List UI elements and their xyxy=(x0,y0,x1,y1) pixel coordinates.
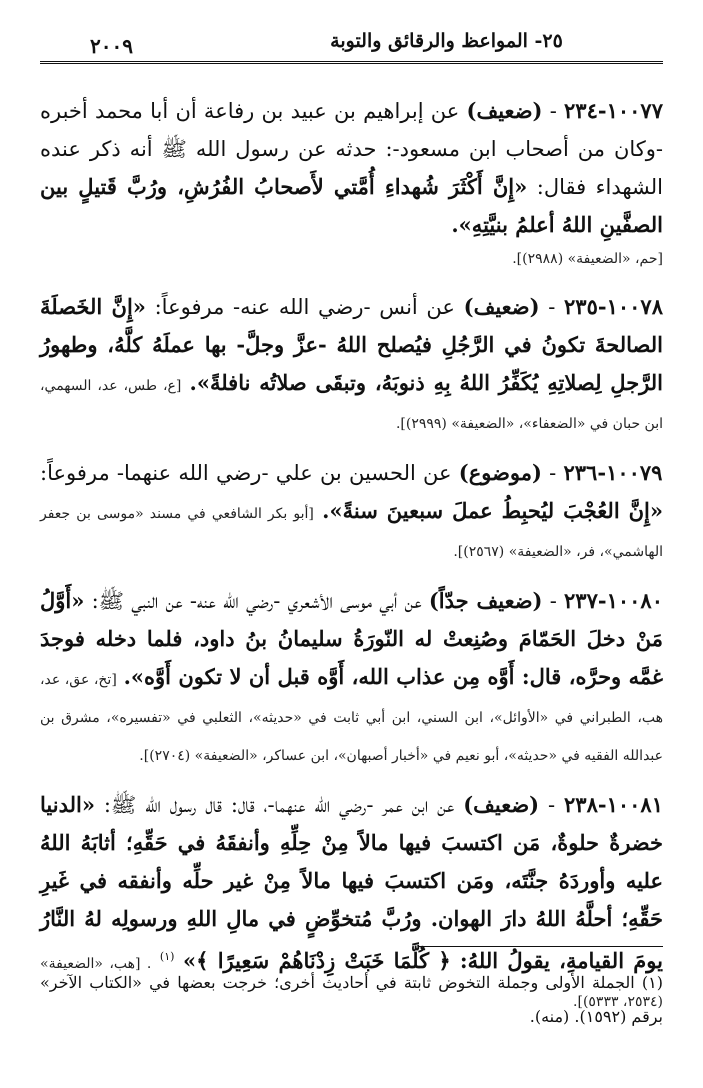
hadith-narration: عن ابن عمر -رضي الله عنهما-، قال: قال رسول الله ﷺ: xyxy=(94,793,455,817)
hadith-quote: «إِنَّ الخَصلَةَ الصالحةَ تكونُ في الرَّجُلِ فيُصلح اللهُ -عزَّ وجلَّ- بها عملَهُ كلَّهُ، وطهورُ الرَّجلِ لِصلاتِهِ يُكَفِّرُ اللهُ بِهِ ذنوبَهُ، وتبقَى صلاتُه نافلةً». xyxy=(40,294,663,395)
footnote: (١) الجملة الأولى وجملة التخوض ثابتة في أحاديث أخرى؛ خرجت بعضها في «الكتاب الآخر» برقم (١٥٩٢). (منه). xyxy=(40,973,663,1026)
hadith-number: ١٠٠٧٨-٢٣٥ xyxy=(564,294,663,319)
hadith-quote: «أَوَّلُ مَنْ دخلَ الحَمّامَ وصُنِعتْ له النّورَةُ سليمانُ بنُ داود، فلما دخله فوجدَ غمَّه وحرَّه، قال: أَوَّه مِن عذاب الله، أَوَّه قبل أن لا تكون أَوَّه». xyxy=(40,588,663,689)
hadith-text: ١٠٠٧٨-٢٣٥ - (ضعيف) عن أنس -رضي الله عنه- مرفوعاً: «إِنَّ الخَصلَةَ الصالحةَ تكونُ في الرَّجُلِ فيُصلح اللهُ -عزَّ وجلَّ- بها عملَهُ كلَّهُ، وطهورُ الرَّجلِ لِصلاتِهِ يُكَفِّرُ اللهُ بِهِ ذنوبَهُ، وتبقَى صلاتُه نافلةً». [ع، طس، عد، السهمي، ابن حبان في «الضعفاء»، «الضعيفة» (٢٩٩٩)]. xyxy=(40,294,663,432)
hadith-narration: عن إبراهيم بن عبيد بن رفاعة أن أبا محمد أخبره -وكان من أصحاب ابن مسعود-: حدثه عن رسول الله ﷺ أنه ذكر عنده الشهداء فقال: xyxy=(40,99,664,199)
hadith-list xyxy=(40,92,663,1032)
page-header xyxy=(40,28,663,62)
hadith-text: ١٠٠٧٧-٢٣٤ - (ضعيف) عن إبراهيم بن عبيد بن رفاعة أن أبا محمد أخبره -وكان من أصحاب ابن مسعود-: حدثه عن رسول الله ﷺ أنه ذكر عنده الشهداء فقال: «إِنَّ أَكْثَرَ شُهداءِ أُمَّتي لأَصحابُ الفُرُشِ، ورُبَّ قَتيلٍ بين الصفَّينِ اللهُ أعلمُ بنيَّتِهِ». xyxy=(40,98,664,237)
hadith-quote: «الدنيا خضرةٌ حلوةٌ، مَن اكتسبَ فيها مالاً مِنْ حِلِّهِ وأنفقَهُ في حَقِّهِ؛ أثابَهُ اللهُ عليه وأوردَهُ جنَّتَه، ومَن اكتسبَ فيها مالاً مِنْ غير حلِّه وأنفقه في غَيرِ حَقِّهِ؛ أحلَّهُ اللهُ دارَ الهوان. ورُبَّ مُتخوِّضٍ في مالِ اللهِ ورسولِه لهُ النَّارُ يومَ القيامةِ، يقولُ اللهُ: ﴿ كُلَّمَا خَبَتْ زِدْنَاهُمْ سَعِيرًا ﴾» xyxy=(40,792,663,973)
hadith-grade: (ضعيف) xyxy=(463,792,540,817)
hadith-reference: . [هب، «الضعيفة» (٢٥٣٤، ٥٣٣٣)]. xyxy=(40,956,663,1010)
hadith-grade: (ضعيف) xyxy=(466,98,543,123)
hadith-reference: [حم، «الضعيفة» (٢٩٨٨)]. xyxy=(512,251,663,267)
hadith-quote: «إِنَّ العُجْبَ ليُحبِطُ عملَ سبعينَ سنةً». xyxy=(322,498,663,523)
hadith-quote: «إِنَّ أَكْثَرَ شُهداءِ أُمَّتي لأَصحابُ الفُرُشِ، ورُبَّ قَتيلٍ بين الصفَّينِ اللهُ أعلمُ بنيَّتِهِ». xyxy=(40,174,663,237)
hadith-reference: [ع، طس، عد، السهمي، ابن حبان في «الضعفاء»، «الضعيفة» (٢٩٩٩)]. xyxy=(40,378,663,432)
hadith-entry xyxy=(40,454,663,568)
hadith-narration: عن أبي موسى الأشعري -رضي الله عنه- عن النبي ﷺ: xyxy=(84,589,422,613)
hadith-text: ١٠٠٨١-٢٣٨ - (ضعيف) عن ابن عمر -رضي الله عنهما-، قال: قال رسول الله ﷺ: «الدنيا خضرةٌ حلوةٌ، مَن اكتسبَ فيها مالاً مِنْ حِلِّهِ وأنفقَهُ في حَقِّهِ؛ أثابَهُ اللهُ عليه وأوردَهُ جنَّتَه، ومَن اكتسبَ فيها مالاً مِنْ غير حلِّه وأنفقه في غَيرِ حَقِّهِ؛ أحلَّهُ اللهُ دارَ الهوان. ورُبَّ مُتخوِّضٍ في مالِ اللهِ ورسولِه لهُ النَّارُ يومَ القيامةِ، يقولُ اللهُ: ﴿ كُلَّمَا خَبَتْ زِدْنَاهُمْ سَعِيرًا ﴾» $^{(١)}$ . [هب، «الضعيفة» (٢٥٣٤، ٥٣٣٣)]. xyxy=(40,792,663,1010)
hadith-number: ١٠٠٧٧-٢٣٤ xyxy=(564,98,663,123)
page-number: ٢٠٠٩ xyxy=(90,34,133,58)
hadith-grade: (ضعيف جدّاً) xyxy=(428,588,543,613)
hadith-entry xyxy=(40,582,663,772)
hadith-reference: [تخ، عق، عد، هب، الطبراني في «الأوائل»، ابن السني، ابن أبي ثابت في «حديثه»، الثعلبي في «تفسيره»، مشرق بن عبدالله الفقيه في «حديثه»، أبو نعيم في «أخبار أصبهان»، ابن عساكر، «الضعيفة» (٢٧٠٤)]. xyxy=(40,672,663,764)
hadith-text: ١٠٠٧٩-٢٣٦ - (موضوع) عن الحسين بن علي -رضي الله عنهما- مرفوعاً: «إِنَّ العُجْبَ ليُحبِطُ عملَ سبعينَ سنةً». [أبو بكر الشافعي في مسند «موسى بن جعفر الهاشمي»، فر، «الضعيفة» (٢٥٦٧)]. xyxy=(40,460,663,560)
hadith-reference: [أبو بكر الشافعي في مسند «موسى بن جعفر الهاشمي»، فر، «الضعيفة» (٢٥٦٧)]. xyxy=(40,506,663,560)
hadith-number: ١٠٠٧٩-٢٣٦ xyxy=(563,460,663,485)
footnote-rule xyxy=(419,946,663,947)
running-title: ٢٥- المواعظ والرقائق والتوبة xyxy=(330,30,563,52)
footnote-marker[interactable]: (١) xyxy=(159,950,175,963)
hadith-text: ١٠٠٨٠-٢٣٧ - (ضعيف جدّاً) عن أبي موسى الأشعري -رضي الله عنه- عن النبي ﷺ: «أَوَّلُ مَنْ دخلَ الحَمّامَ وصُنِعتْ له النّورَةُ سليمانُ بنُ داود، فلما دخله فوجدَ غمَّه وحرَّه، قال: أَوَّه مِن عذاب الله، أَوَّه قبل أن لا تكون أَوَّه». [تخ، عق، عد، هب، الطبراني في «الأوائل»، ابن السني، ابن أبي ثابت في «حديثه»، الثعلبي في «تفسيره»، مشرق بن عبدالله الفقيه في «حديثه»، أبو نعيم في «أخبار أصبهان»، ابن عساكر، «الضعيفة» (٢٧٠٤)]. xyxy=(40,588,663,764)
hadith-narration: عن الحسين بن علي -رضي الله عنهما- مرفوعاً: xyxy=(40,461,452,485)
hadith-number: ١٠٠٨٠-٢٣٧ xyxy=(564,588,663,613)
hadith-grade: (ضعيف) xyxy=(463,294,540,319)
hadith-grade: (موضوع) xyxy=(458,460,542,485)
hadith-entry xyxy=(40,92,663,274)
hadith-number: ١٠٠٨١-٢٣٨ xyxy=(564,792,663,817)
header-rule xyxy=(40,61,663,64)
hadith-narration: عن أنس -رضي الله عنه- مرفوعاً: xyxy=(145,295,455,319)
hadith-entry xyxy=(40,288,663,440)
